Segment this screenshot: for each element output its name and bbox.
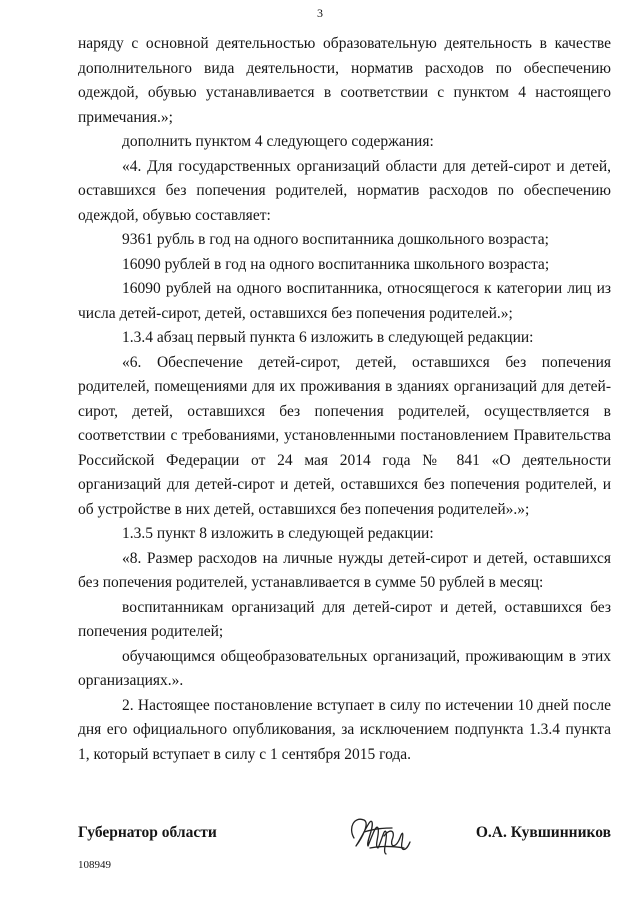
paragraph: 16090 рублей в год на одного воспитанника школьного возраста;: [122, 255, 550, 273]
handwritten-signature: [340, 808, 418, 860]
signature-block: [78, 808, 611, 868]
paragraph: «4. Для государственных организаций области для детей-сирот и детей, оставшихся без попечения родителей, норматив расходов по обеспечению одеждой, обувью составляет:: [78, 157, 611, 224]
paragraph: обучающимся общеобразовательных организаций, проживающим в этих организациях.».: [78, 647, 611, 689]
paragraph: 16090 рублей на одного воспитанника, относящегося к категории лиц из числа детей-сирот, детей, оставшихся без попечения родителей.»;: [78, 280, 611, 322]
signer-name: О.А. Кувшинников: [475, 824, 611, 841]
paragraph: наряду с основной деятельностью образовательную деятельность в качестве дополнительного вида деятельности, норматив расходов по обеспечению одеждой, обувью устанавливается в соответствии с пунктом 4 настоящего примечания.»;: [78, 35, 611, 126]
paragraph: 1.3.4 абзац первый пункта 6 изложить в следующей редакции:: [122, 329, 534, 346]
paragraph: 2. Настоящее постановление вступает в силу по истечении 10 дней после дня его официального опубликования, за исключением подпункта 1.3.4 пункта 1, который вступает в силу с 1 сентября 2015 года.: [78, 696, 611, 763]
paragraph: 9361 рубль в год на одного воспитанника дошкольного возраста;: [122, 231, 549, 248]
document-body: [78, 32, 611, 767]
paragraph: 1.3.5 пункт 8 изложить в следующей редакции:: [122, 525, 434, 542]
paragraph: дополнить пунктом 4 следующего содержания:: [122, 133, 434, 150]
paragraph: «8. Размер расходов на личные нужды детей-сирот и детей, оставшихся без попечения родителей, устанавливается в сумме 50 рублей в месяц:: [78, 549, 611, 591]
signer-title: Губернатор области: [78, 824, 217, 841]
paragraph: воспитанникам организаций для детей-сирот и детей, оставшихся без попечения родителей;: [78, 598, 611, 640]
page-number: 3: [317, 6, 323, 20]
paragraph: «6. Обеспечение детей-сирот, детей, оставшихся без попечения родителей, помещениями для их проживания в зданиях организаций для детей-сирот, детей, оставшихся без попечения родителей, осуществляется в соответствии с требованиями, установленными постановлением Правительства Российской Федерации от 24 мая 2014 года № 841 «О деятельности организаций для детей-сирот и детей, оставшихся без попечения родителей, и об устройстве в них детей, оставшихся без попечения родителей».»;: [78, 353, 611, 518]
document-number: 108949: [78, 859, 111, 871]
